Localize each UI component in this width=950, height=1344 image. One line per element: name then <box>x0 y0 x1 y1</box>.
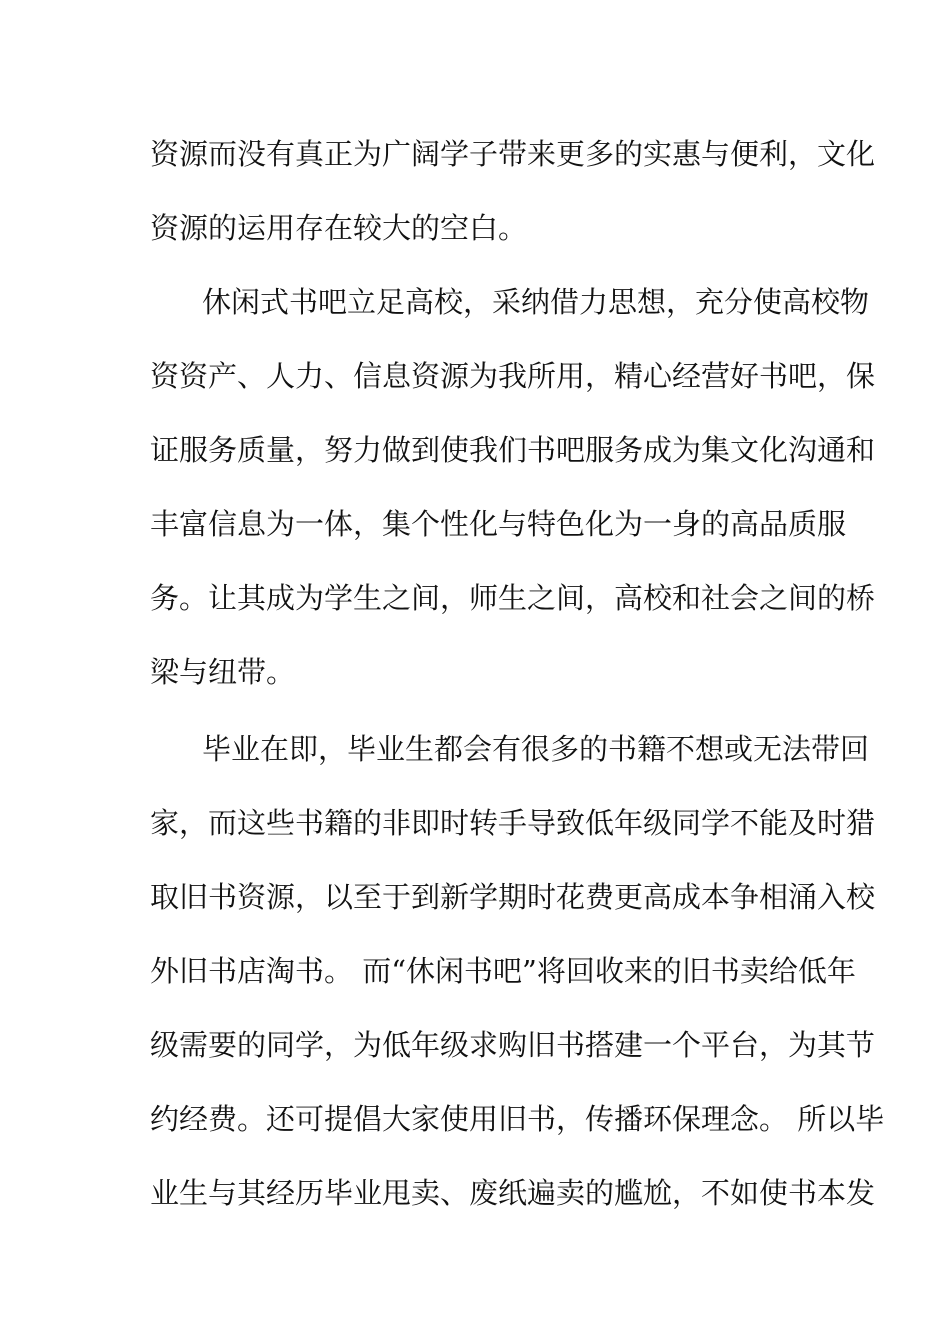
text-line: 梁与纽带。 <box>150 655 296 689</box>
text-line: 丰富信息为一体，集个性化与特色化为一身的高品质服 <box>150 507 847 541</box>
text-line: 取旧书资源，以至于到新学期时花费更高成本争相涌入校 <box>150 880 876 914</box>
text-line: 务。让其成为学生之间，师生之间，高校和社会之间的桥 <box>150 581 876 615</box>
text-line: 资源的运用存在较大的空白。 <box>150 211 528 245</box>
paragraph-start-line: 毕业在即，毕业生都会有很多的书籍不想或无法带回 <box>202 732 870 766</box>
text-line: 证服务质量，努力做到使我们书吧服务成为集文化沟通和 <box>150 433 876 467</box>
text-line: 外旧书店淘书。 而“休闲书吧”将回收来的旧书卖给低年 <box>150 954 856 988</box>
text-line: 业生与其经历毕业甩卖、废纸遍卖的尴尬，不如使书本发 <box>150 1176 876 1210</box>
text-line: 家，而这些书籍的非即时转手导致低年级同学不能及时猎 <box>150 806 876 840</box>
text-line: 资源而没有真正为广阔学子带来更多的实惠与便利，文化 <box>150 137 876 171</box>
text-line: 资资产、人力、信息资源为我所用，精心经营好书吧，保 <box>150 359 876 393</box>
text-line: 约经费。还可提倡大家使用旧书，传播环保理念。 所以毕 <box>150 1102 885 1136</box>
text-line: 级需要的同学，为低年级求购旧书搭建一个平台，为其节 <box>150 1028 876 1062</box>
paragraph-start-line: 休闲式书吧立足高校，采纳借力思想，充分使高校物 <box>202 285 870 319</box>
